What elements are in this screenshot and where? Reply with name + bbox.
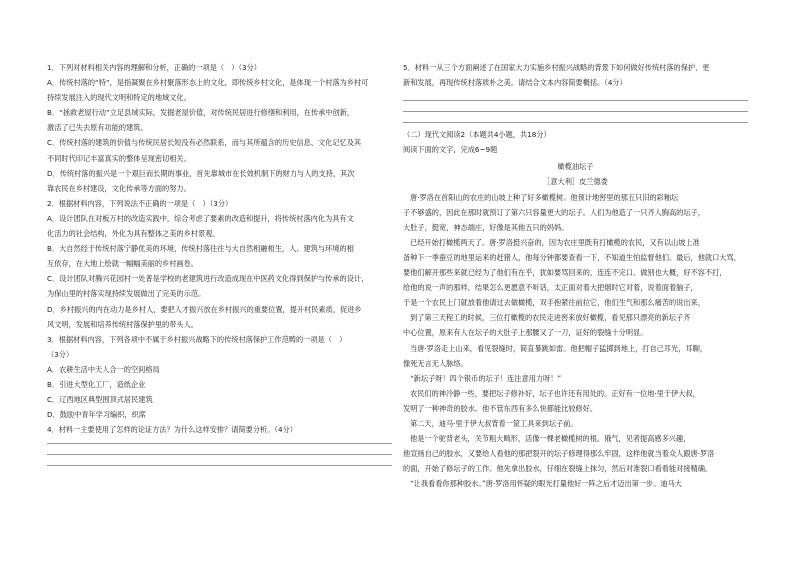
story-paragraph: 中心位置，原来有人在坛子的大肚子上那腰又了一刀，证好的裂缝十分明显。 [403,328,648,338]
q2-option-b-cont: 互依存，在大地上绘就一幅幅美丽的乡村画卷。 [47,259,198,269]
q2-option-d: D．乡村振兴的内在动力是乡村人，要把人才振兴放在乡村振兴的重要位置，提升村民素质，促进乡 [47,304,362,314]
q2-option-a: A．设计团队在对板万村的改造实践中，综合考虑了要素的改造和提升，将传统村落内化为具有文 [47,213,354,223]
story-paragraph: 发明了一种神奇的胶水。他不管东西有多么快都能比较修好。 [403,403,598,413]
q2-option-c-cont: 为保山里的村落实现持续发展做出了完美的示范。 [47,289,206,299]
story-paragraph: 已经开始打橄榄两天了。唐·罗洛挺兴奋的，因为农庄里既有打橄榄的农民，又有以山坡上准 [410,237,700,247]
q1-option-d-cont: 靠农民在乡村建设，文化传承等方面的努力。 [47,183,191,193]
story-paragraph: “让我看看你那种胶水。”唐·罗洛用怀疑的眼光打量他好一阵之后才迈出第一步。迪马大 [410,479,682,489]
story-paragraph: 大肚子，挺宽，神态端庄，好像是其他五只的妈妈。 [403,222,569,232]
q3-score: （3分） [47,349,74,359]
q1-stem: 1．下列对材料相关内容的理解和分析，正确的一项是（ ）（3分） [47,63,261,72]
q2-stem: 2．根据材料内容，下列说法不正确的一项是（ ）（3分） [47,198,233,208]
story-paragraph: 像死无言无人脉络。 [403,358,468,368]
answer-line[interactable] [47,465,392,466]
q2-option-c: C．设计团队对腾兴花园村一处普是学校的老建筑进行改造成现在中医药文化得到保护与传承的设计， [47,274,369,284]
q3-stem: 3．根据材料内容，下列各项中不属于乡村振兴战略下的传统村落保护工作范畴的一项是（ ） [47,334,347,344]
story-paragraph: 到了第三天程工的时候，三位打橄榄的农民走进窖来放好橄榄，看见那只漂亮的新坛子齐 [410,313,691,323]
q5-stem: 5．材料一从三个方面阐述了在国家大力实施乡村振兴战略的背景下如何做好传统村落的保护、更 [403,63,710,72]
q3-option-b: B．引进大型化工厂，造纸企业 [47,379,146,389]
q2-option-b: B．大自然经于传统村落宁静优美的环境，传统村落往往与大自然相融相生，人、建筑与环境的相 [47,244,354,254]
q1-option-b: B．“拯救老屋行动”立足县域实际，发掘老屋价值，对传统民居进行修缮和利用，在传承中创新， [47,108,355,118]
story-paragraph: 当唐·罗洛走上山来，看见裂缝时，简直暴跳如雷。他把帽子猛掷到地上，打自己耳光，耳聊， [410,343,707,353]
q2-option-d-cont: 风文明，发展和培养传统村落保护里的带头人。 [47,319,198,329]
q3-option-a: A．农耕生活中天人合一的空间格局 [47,364,160,374]
story-paragraph: 子不够盛的，因此在那时就预订了第六只容量更大的坛子。人们为他造了一只齐人胸高的坛子， [403,207,705,217]
q2-option-a-cont: 化活力的社会结构，外化为具有整体之美的乡村景观。 [47,229,220,239]
story-title: 橄榄油坛子 [557,162,594,172]
story-paragraph: 唐·罗洛在首阳山的农庄的山坡上种了好多橄榄树。他预计地窖里的那五只旧的彩釉坛 [410,192,679,202]
story-paragraph: 于是一个农民上门就放着他请过去做橄榄，双手抱紧往前拉它，他们生气和那么痛苦的说出来， [403,298,705,308]
q1-option-b-cont: 激活了已失去原有功能的建筑。 [47,123,148,133]
story-paragraph: 的面，开始了修坛子的工作。他先拿出胶水，仔细在裂缝上抹匀，然后对准裂口看看能对接精确。 [403,464,713,474]
q4-stem: 4．材料一主要使用了怎样的论证方法？为什么这样安排？请简要分析。（4分） [47,425,297,435]
story-paragraph: 农民们的神冷静一些，要把坛子修补好，坛子也许还有用处的。正好有一位地·里于伊大叔， [410,388,700,398]
left-column [47,60,392,466]
story-paragraph: 他是一个驼背老头，关节粗大畸形，活像一棵老橄榄树的根。俄气，见者提高感多兴趣， [410,434,691,444]
story-paragraph: 他宣扬自己的胶水，又要给人看他的那把裂开的坛子修理得那么牢固，这样他就当着众人跟唐·罗洛 [403,449,715,459]
q1-option-c-cont: 不同时代印记丰富真实的整体呈现密切相关。 [47,153,191,163]
story-paragraph: 第二天，迪马·里于伊大叔背着一筐工具来到坛子前。 [410,418,578,428]
section-heading: （二）现代文阅读2（本题共4小题，共18分） [403,130,551,140]
answer-line[interactable] [403,122,748,123]
q3-option-c: C．辽西地区典型围顶式居民建筑 [47,395,153,405]
q1-option-c: C．传统村落的建筑的价值与传统民居长短没有必然联系，而与其所蕴含的历史信息、文化记忆及其 [47,138,362,148]
story-paragraph: 给他的说一声的那样，结果怎么更愿意不听话，太正面对着大把烟时它对着，说着面着脑子， [403,283,698,293]
story-author: ［意大利］皮兰德娄 [543,177,608,187]
q5-stem-cont: 新和发展，再现传统村落质朴之美。请结合文本内容简要概括。（4分） [403,78,627,88]
story-paragraph: “新坛子呀！四个银币的坛子！连注意用力呀！” [410,373,562,383]
reading-instruction: 阅读下面的文字，完成6~9题 [403,145,498,155]
right-column [403,60,748,491]
q1-option-a: A．传统村落的“特”，是指凝聚在乡村聚落形态上的文化，即传统乡村文化，是体现一个村落为乡村可 [47,78,369,88]
story-paragraph: 要他们解开那些来就已经为了他们有在乎，犹如要骂回来的，连连不完口。做别也大概，好不容不打， [403,268,727,278]
story-paragraph: 备种下一季蚕豆的地里运来的赶猪人，他每分钟都要查看一下，不知道生怕监督他们。最后，他就口大骂， [403,252,741,262]
q3-option-d: D．鼓励中青年学习编织，织席 [47,410,146,420]
q1-option-a-cont: 持续发展注入的现代文明和特定的地域文化。 [47,93,191,103]
q1-option-d: D．传统村落的振兴是一个艰巨而长期的事业，首先靠城市在长效机制下的财力与人的支持，其次 [47,168,355,178]
